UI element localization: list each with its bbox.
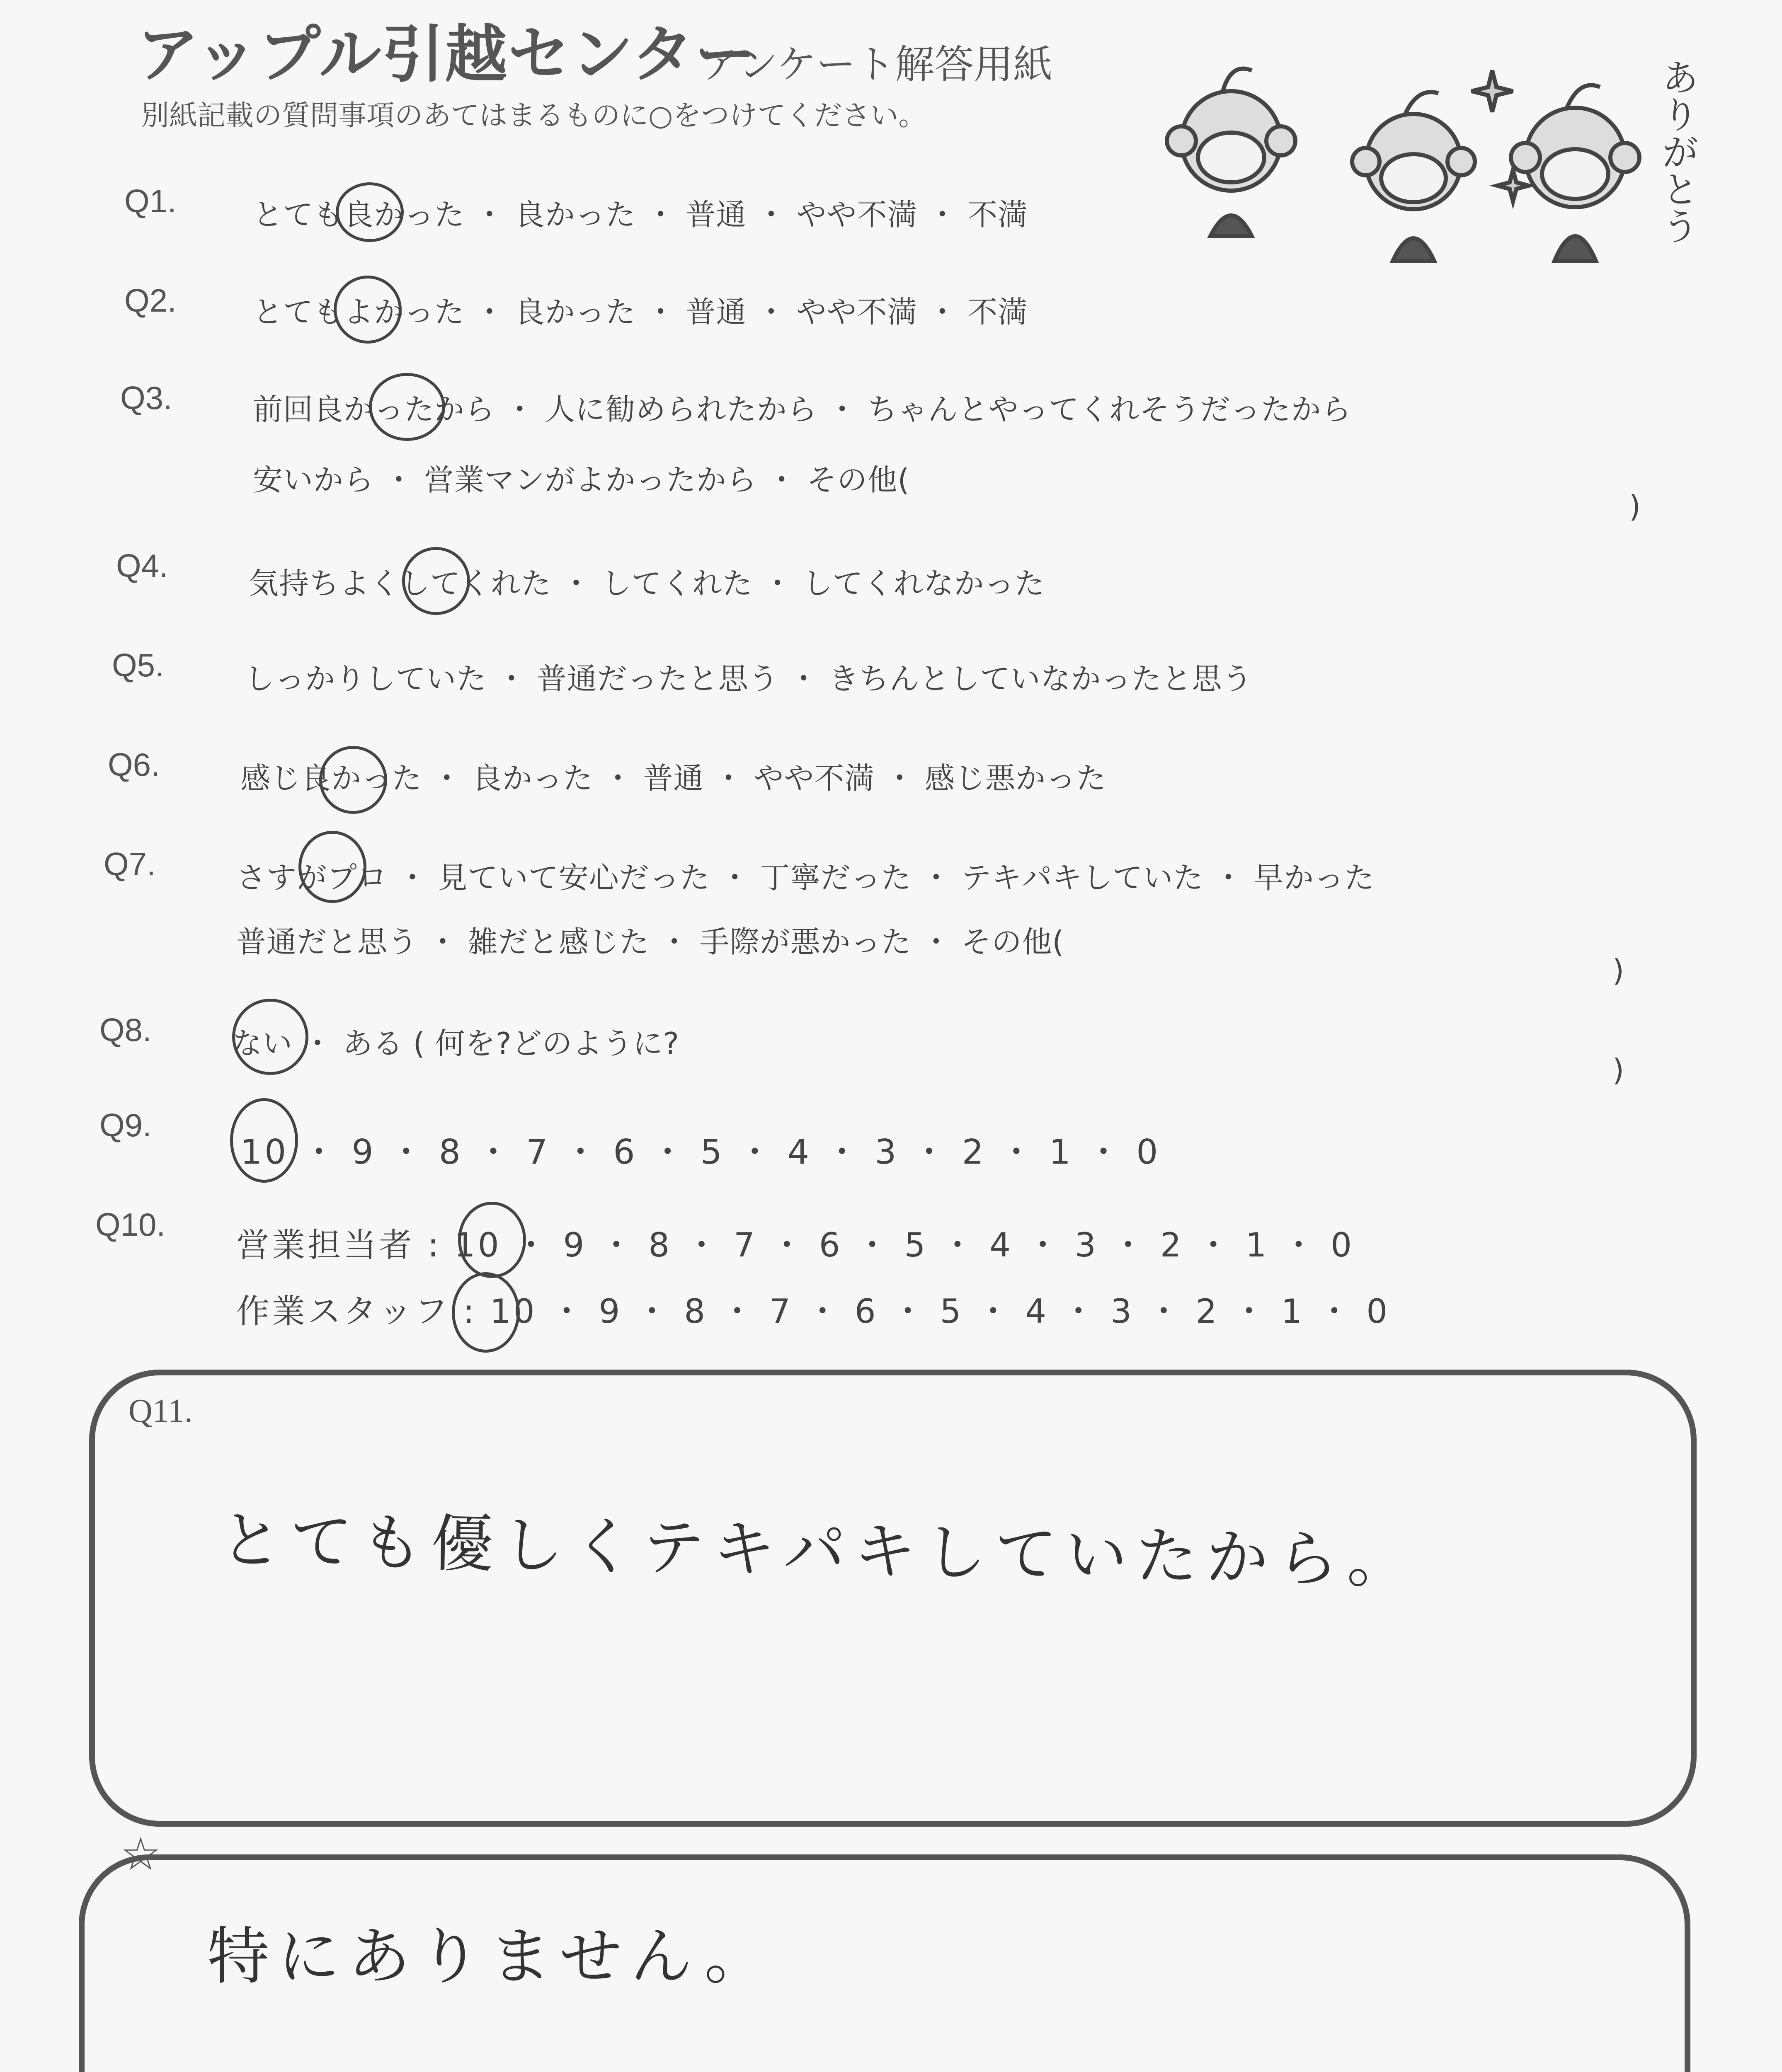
answer-circle-q1 <box>336 182 404 242</box>
question-label-q8: Q8. <box>99 1012 152 1048</box>
question-options-q6: 感じ良かった ・ 良かった ・ 普通 ・ やや不満 ・ 感じ悪かった <box>240 761 1107 796</box>
question-options-q10-staff: 作業スタッフ : 10 ・ 9 ・ 8 ・ 7 ・ 6 ・ 5 ・ 4 ・ 3 ・ 2 ・ 1 ・ 0 <box>236 1292 1390 1331</box>
answer-circle-q4 <box>402 547 470 615</box>
question-options-q3-line1: 前回良かったから ・ 人に勧められたから ・ ちゃんとやってくれそうだったから <box>253 392 1352 427</box>
question-options-q7-line1: さすがプロ ・ 見ていて安心だった ・ 丁寧だった ・ テキパキしていた ・ 早かった <box>236 860 1375 895</box>
instruction-text: 別紙記載の質問事項のあてはまるものに○をつけてください。 <box>141 99 927 132</box>
question-label-q6: Q6. <box>108 746 160 783</box>
question-options-q4: 気持ちよくしてくれた ・ してくれた ・ してくれなかった <box>249 566 1045 601</box>
question-label-q7: Q7. <box>104 846 156 882</box>
question-label-q2: Q2. <box>124 282 177 319</box>
question-options-q2: とてもよかった ・ 良かった ・ 普通 ・ やや不満 ・ 不満 <box>253 295 1028 329</box>
question-label-q9: Q9. <box>99 1107 152 1143</box>
answer-circle-q10-sales <box>458 1202 526 1278</box>
answer-circle-q8 <box>232 999 308 1075</box>
form-title: アンケート解答用紙 <box>701 42 1053 87</box>
comment-handwritten-answer: 特にありません。 <box>207 1921 775 1993</box>
q11-answer-box <box>89 1370 1697 1827</box>
monkey-mascots-illustration <box>1152 46 1712 278</box>
mascot-thanks-text: ありがとう <box>1655 58 1699 244</box>
q11-handwritten-answer: とても優しくテキパキしていたから。 <box>219 1504 1418 1598</box>
answer-circle-q6 <box>319 746 387 814</box>
answer-circle-q10-staff <box>452 1272 520 1353</box>
answer-circle-q9 <box>230 1098 298 1183</box>
question-options-q10-sales: 営業担当者 : 10 ・ 9 ・ 8 ・ 7 ・ 6 ・ 5 ・ 4 ・ 3 ・ 2 ・ 1 ・ 0 <box>236 1226 1355 1264</box>
question-label-q4: Q4. <box>116 547 168 584</box>
question-options-q3-line2: 安いから ・ 営業マンがよかったから ・ その他( <box>253 462 910 497</box>
answer-circle-q7 <box>298 831 366 903</box>
close-paren-q3: ) <box>1629 489 1641 524</box>
q11-label: Q11. <box>128 1393 193 1429</box>
question-label-q10: Q10. <box>95 1206 166 1243</box>
question-label-q1: Q1. <box>124 183 177 219</box>
question-label-q3: Q3. <box>120 380 172 416</box>
question-label-q5: Q5. <box>112 647 164 683</box>
close-paren-q8: ) <box>1612 1053 1624 1087</box>
question-options-q1: とても良かった ・ 良かった ・ 普通 ・ やや不満 ・ 不満 <box>253 197 1028 232</box>
question-options-q9: 10 ・ 9 ・ 8 ・ 7 ・ 6 ・ 5 ・ 4 ・ 3 ・ 2 ・ 1 ・ 0 <box>240 1133 1161 1172</box>
close-paren-q7: ) <box>1612 953 1624 988</box>
star-icon: ☆ <box>120 1829 161 1880</box>
answer-circle-q2 <box>334 276 402 344</box>
question-options-q7-line2: 普通だと思う ・ 雑だと感じた ・ 手際が悪かった ・ その他( <box>236 925 1064 959</box>
answer-circle-q3 <box>369 373 445 441</box>
question-options-q8: ない ・ ある ( 何を?どのように? <box>232 1026 680 1061</box>
question-options-q5: しっかりしていた ・ 普通だったと思う ・ きちんとしていなかったと思う <box>245 661 1253 696</box>
company-name: アップル引越センター <box>137 19 758 91</box>
